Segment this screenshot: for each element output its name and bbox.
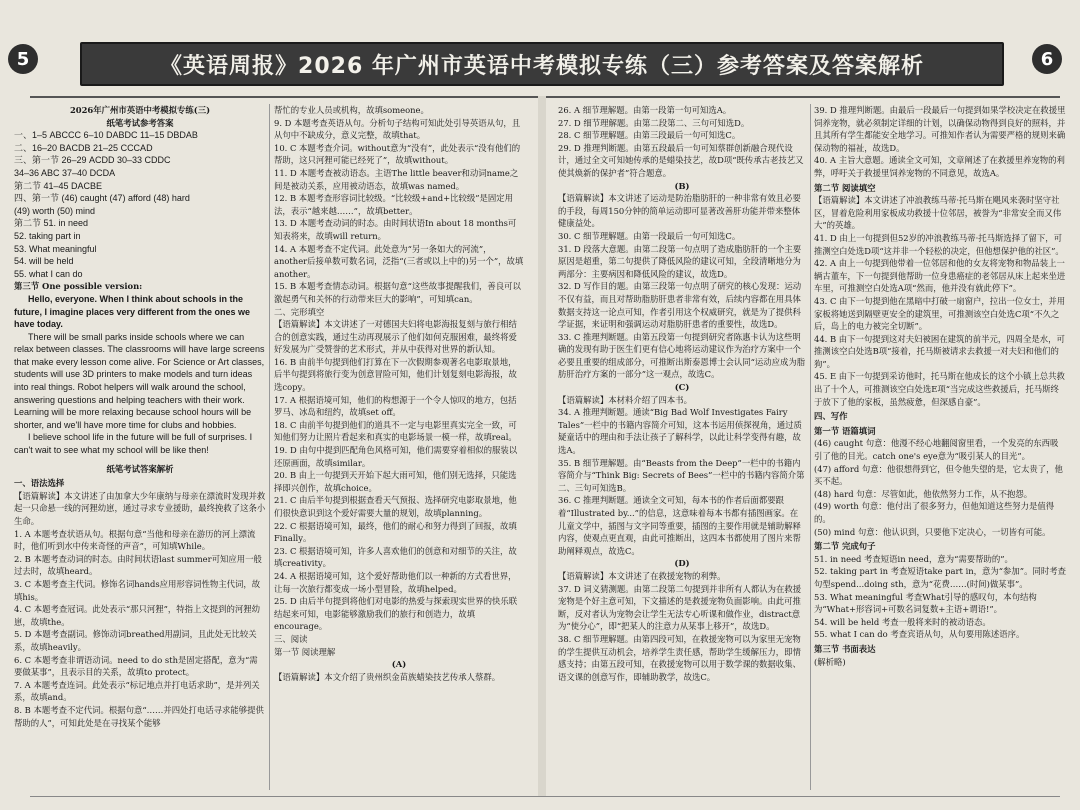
analysis-title: 纸笔考试答案解析 xyxy=(106,463,174,474)
text-line: 7. A 本题考查连词。此处表示“标记地点并打电话求助”，是并列关系，故填and。 xyxy=(14,679,260,703)
text-line: 3. C 本题考查主代词。修饰名词hands应用形容词性物主代词，故填his。 xyxy=(14,578,261,602)
page-number-left: 5 xyxy=(8,44,38,74)
text-line: 二、完形填空 xyxy=(274,306,325,317)
page-header xyxy=(0,36,1080,88)
text-line: 20. B 由上一句提到天开始下起大雨可知，他们别无选择，只能选择即兴创作，故填choice。 xyxy=(274,470,517,493)
section-2-heading: 第二节 阅读填空 xyxy=(814,182,876,193)
text-line: 22. C 根据语境可知，最终，他们的耐心和努力得到了回报，故填Finally。 xyxy=(274,520,517,544)
sentence-heading: 第二节 完成句子 xyxy=(814,541,876,552)
text-line: 34. A 推理判断题。通读“Big Bad Wolf Investigates Fairy Tales”一栏中的书籍内容简介可知，这本书运用侦探视角，通过质疑童话中的理由和手法让孩子了解科学，以此让科学变得有趣，故选A。 xyxy=(558,407,802,456)
text-line: 1. A 本题考查状语从句。根据句意“当他和母亲在游历的河上漂流时，他们听到水中传来奇怪的声音”，可知填While。 xyxy=(14,528,256,552)
section-b-label: (B) xyxy=(674,180,690,191)
text-line: 【语篇解读】本文讲述了由加拿大少年康纳与母亲在漂流时发现并救起一只命悬一线的河狸幼崽，通过寻求专业援助，最终挽救了这条小生命。 xyxy=(14,490,266,526)
grammar-heading: 一、语法选择 xyxy=(14,478,65,489)
title-banner xyxy=(80,42,1004,86)
text-line: (46) caught 句意：他漫不经心地翻阅窗里看，一个发亮的东西吸引了他的目光。catch one's eye意为“吸引某人的目光”。 xyxy=(814,438,1059,462)
passage-a-summary: 【语篇解读】本文介绍了贵州织金苗族蜡染技艺传承人蔡群。 xyxy=(274,671,501,682)
column-3 xyxy=(558,104,806,794)
text-line: 三、阅读 xyxy=(274,633,308,644)
section-a-label: (A) xyxy=(391,659,407,670)
text-line: 51. in need 考查短语in need，意为“需要帮助的”。 xyxy=(814,553,1013,564)
column-4 xyxy=(814,104,1066,794)
text-line: 【语篇解读】本文讲述了一对德国夫妇将电影海报复刻与旅行相结合的创意实践，通过生动再现展示了他们如何克服困难，最终将爱好发展为广受赞誉的艺术形式，并从中获得对世界的新认知。 xyxy=(274,319,517,355)
text-line: 44. B 由下一句提到这对夫妇被困在建筑的前半元，四周全是水，可推测该空白处选B项“接着，托马斯被请求去救援一对夫妇和他们的狗”。 xyxy=(814,333,1065,369)
text-line: 第二节 41–45 DACBE xyxy=(14,180,103,191)
text-line: (49) worth (50) mind xyxy=(14,205,96,216)
reading-d-more xyxy=(814,104,1066,180)
word-fill-heading: 第一节 语篇填词 xyxy=(814,425,876,436)
text-line: 【语篇解读】本文讲述了冲浪教练马蒂·托马斯在飓风来袭时坚守社区，冒着危险利用家板成功救援十位邻居，被誉为“非常安全而又伟大”的英雄。 xyxy=(814,195,1062,231)
text-line: 17. A 根据语境可知，他们的构想源于一个令人惊叹的地方，包括罗马、冰岛和纽约，故填set off。 xyxy=(274,394,517,418)
text-line: 32. D 写作目的题。由第三段第一句点明了研究的核心发现：运动不仅有益，而且对帮助脂肪肝患者非常有效，后续内容都在用具体数据支持这一论点可知，作者引用这个权威研究，就是为了提供科学证据，来证明和强调运动对脂肪肝患者的重要性，故选D。 xyxy=(558,281,802,330)
text-line: 9. D 本题考查英语从句。分析句子结构可知此处引导英语从句，且从句中不缺成分，意义完整，故填that。 xyxy=(274,117,521,141)
reading-b-explanations xyxy=(558,192,806,381)
text-line: 【语篇解读】本材料介绍了四本书。 xyxy=(558,394,692,405)
text-line: 帮忙的专业人员或机构，故填someone。 xyxy=(274,105,429,115)
text-line: 24. A 根据语境可知，这个爱好帮助他们以一种新的方式看世界，让每一次旅行都变成一场小型冒险，故填helped。 xyxy=(274,570,517,594)
text-line: 52. taking part in xyxy=(14,230,81,241)
column-divider xyxy=(810,104,811,790)
text-line: 23. C 根据语境可知，许多人喜欢他们的创意和对细节的关注，故填creativity。 xyxy=(274,545,517,569)
banner-title: 《英语周报》2026 年广州市英语中考模拟专练（三）参考答案及答案解析 xyxy=(160,53,924,79)
text-line: 二、16–20 BACDB 21–25 CCCAD xyxy=(14,142,153,153)
text-line: 37. D 词义猜测题。由第二段第二句提到并非所有人都认为在救援宠物是个好主意可知，下文描述的是救援宠物负面影响。由此可推断，反对者认为宠物会让学生无法专心听课和做作业，distract意为“使分心”，即“把某人的注意力从某事上移开”，故选D。 xyxy=(558,583,802,632)
essay-note: (解析略) xyxy=(814,656,846,667)
reading-c-explanations xyxy=(558,394,806,558)
text-line: 34–36 ABC 37–40 DCDA xyxy=(14,167,116,178)
text-line: 【语篇解读】本文讲述了在救援宠物的利弊。 xyxy=(558,570,726,581)
text-line: 30. C 细节理解题。由第一段最后一句可知选C。 xyxy=(558,230,741,241)
text-line: 三、第一节 26–29 ACDD 30–33 CDDC xyxy=(14,155,171,166)
text-line: 10. C 本题考查介词。without意为“没有”，此处表示“没有他们的帮助，这只河狸可能已经死了”，故填without。 xyxy=(274,142,521,166)
text-line: 一、1–5 ABCCC 6–10 DABDC 11–15 DBDAB xyxy=(14,130,198,141)
answer-key-list xyxy=(14,129,266,280)
answer-title: 2026年广州市英语中考模拟专练(三) xyxy=(69,105,211,115)
text-line: (49) worth 句意：他付出了很多努力，但他知道这些努力是值得的。 xyxy=(814,501,1055,524)
answer-subtitle: 纸笔考试参考答案 xyxy=(106,117,174,128)
text-line: 8. B 本题考查不定代词。根据句意“……并四处打电话寻求能够提供帮助的人”，可知此处是在寻找某个能够 xyxy=(14,704,264,728)
sentence-explanations xyxy=(814,553,1066,641)
text-line: 42. A 由上一句提到他带着一位邻居和他的女友将宠物和物品装上一辆古董车，下一句提到他帮助一位身患癌症的老邻居从床上起来坐进车里，可推测空白处选A项“然而，他并没有就此停下”。 xyxy=(814,258,1066,294)
column-divider xyxy=(269,104,270,790)
text-line: 41. D 由上一句提到但52岁的冲浪教练马蒂·托马斯选择了留下，可推测空白处选D项“这并非一个轻松的决定，但他想保护他的社区”。 xyxy=(814,232,1064,256)
text-line: 29. D 推理判断题。由第五段最后一句可知蔡群创新融合现代设计，通过全文可知她传承的是蜡染技艺，故D项“既传承古老技艺又使其焕新的保护者”符合题意。 xyxy=(558,142,804,178)
text-line: 25. D 由后半句提到将他们对电影的热爱与探索现实世界的快乐联结起来可知，电影能够激励我们的旅行和创造力，故填encourage。 xyxy=(274,596,518,632)
text-line: 31. D 段落大意题。由第二段第一句点明了造成脂肪肝的一个主要原因是超重，第二句提供了降低风险的建议可知，全段清晰地分为两部分：主要病因和降低风险的建议，故选D。 xyxy=(558,243,802,279)
grammar-explanations xyxy=(14,490,266,729)
text-line: 5. D 本题考查副词。修饰动词breathed用副词，且此处无比较关系，故填heavily。 xyxy=(14,629,257,652)
reading-a-explanations xyxy=(558,104,806,180)
text-line: 18. C 由前半句提到他们的道具不一定与电影里真实完全一致，可知他们努力让照片看起来和真实的电影场景一模一样，故填real。 xyxy=(274,419,517,443)
text-line: 14. A 本题考查不定代词。此处意为“另一条如大的河流”，another后接单数可数名词，泛指“(三者或以上中的)另一个”，故填another。 xyxy=(274,243,524,279)
column-2 xyxy=(274,104,524,794)
text-line: 54. will be held 考查一般将来时的被动语态。 xyxy=(814,616,991,627)
text-line: 53. What meaningful xyxy=(14,243,97,254)
text-line: 36. C 推理判断题。通读全文可知，每本书的作者后面都要跟着“Illustrated by...”的信息，这意味着每本书都有插图画家。在儿童文学中，插图与文字同等重要，插图的主要作用就是辅助解释内容，使观点更直观，由此可推断出，这四本书都使用了图片来帮助阐释观点，故选C。 xyxy=(558,495,801,556)
cloze-explanations xyxy=(274,104,524,658)
text-line: (50) mind 句意：他认识到，只要他下定决心，一切皆有可能。 xyxy=(814,526,1051,537)
text-line: 55. what I can do 考查宾语从句，从句要用陈述语序。 xyxy=(814,629,1025,640)
section-d-label: (D) xyxy=(674,558,690,569)
column-1 xyxy=(14,104,266,794)
text-line: 四、第一节 (46) caught (47) afford (48) hard xyxy=(14,193,190,204)
text-line: 15. B 本题考查情态动词。根据句意“这些故事提醒我们，善良可以激起勇气和关怀的行动带来巨大的影响”，可知填can。 xyxy=(274,281,521,304)
text-line: 21. C 由后半句提到根据查看天气预报、选择研究电影取景地，他们很快意识到这个爱好需要大量的规划，故填planning。 xyxy=(274,495,517,518)
text-line: 38. C 细节理解题。由第四段可知，在救援宠物可以为家里无宠物的学生提供互动机会，培养学生责任感，帮助学生缓解压力，即情感支持；由第五段可知，在救援宠物可以用于数学课的数据收集、语文课的创意写作，即辅助教学，故选C。 xyxy=(558,633,801,682)
essay-paragraph-2: There will be small parks inside schools where we can relax between classes. The classrooms will have large screens that make every lesson come alive. For Science or Art classes, students will use 3D printers to make models and turn ideas into real things. Robot helpers will walk around the school, answering questions and helping teachers with their work. Learning will be more relaxing because school hours will be shorter, and we'll have more time for clubs and hobbies. xyxy=(14,331,265,430)
text-line: 55. what I can do xyxy=(14,268,83,279)
text-line: (48) hard 句意：尽管如此，他依然努力工作，从不抱怨。 xyxy=(814,488,1033,499)
text-line: 33. C 推理判断题。由第五段第一句提到研究者陈惠卡认为这些明确的发现有助于医生们更有信心地将运动建议作为治疗方案中一个必要且重要的组成部分，可推断出斯泰恩博士会认同“运动应成为脂肪肝治疗方案的一部分”这一观点，故选C。 xyxy=(558,331,806,380)
text-line: 【语篇解读】本文讲述了运动是防治脂肪肝的一种非常有效且必要的手段，每周150分钟的简单运动即可显著改善肝功能并带来整体健康益处。 xyxy=(558,193,801,229)
bottom-rule xyxy=(30,796,1060,797)
writing-heading: 四、写作 xyxy=(814,411,848,422)
text-line: 39. D 推理判断题。由最后一段最后一句提到如果学校决定在救援里饲养宠物，就必须制定详细的计划，以确保动物得到良好的照料，并且其所有学生都能安全地学习。可推知作者认为需要严格的规则来确保动物的福祉，故选D。 xyxy=(814,105,1066,153)
text-line: (47) afford 句意：他很想得到它，但令他失望的是，它太贵了，他买不起。 xyxy=(814,463,1063,487)
essay-heading: 第三节 One possible version: xyxy=(14,281,143,292)
gap-fill-explanations xyxy=(814,194,1066,408)
page-gutter xyxy=(538,96,546,796)
section-c-label: (C) xyxy=(674,382,690,393)
text-line: 2. B 本题考查动词的时态。由时间状语last summer可知应用一般过去时，故填heard。 xyxy=(14,553,262,577)
text-line: 11. D 本题考查被动语态。主语The little beaver和动词name之间是被动关系，应用被动语态，故填was named。 xyxy=(274,167,519,191)
text-line: 43. C 由下一句提到他在黑暗中打破一扇窗户，拉出一位女士，并用家板将她送到隔壁更安全的建筑里，可推测该空白处选C项“不久之后，岛上的电力被完全切断”。 xyxy=(814,295,1066,332)
text-line: 4. C 本题考查冠词。此处表示“那只河狸”，特指上文提到的河狸幼崽，故填the。 xyxy=(14,604,261,627)
text-line: 28. C 细节理解题。由第三段最后一句可知选C。 xyxy=(558,130,741,141)
text-line: 第二节 51. in need xyxy=(14,218,89,229)
word-fill-explanations xyxy=(814,437,1066,538)
text-line: 6. C 本题考查非谓语动词。need to do sth是固定搭配，意为“需要做某事”，且表示目的关系，故填to protect。 xyxy=(14,654,258,678)
text-line: 26. A 细节理解题。由第一段第一句可知选A。 xyxy=(558,105,732,115)
text-line: 52. taking part in 考查短语take part in，意为“参加”。同时考查句型spend...doing sth，意为“花费……(时间)做某事”。 xyxy=(814,566,1066,589)
page-number-right: 6 xyxy=(1032,44,1062,74)
text-line: 19. D 由句中提到匹配角色风格可知，他们需要穿着相似的服装以还原画面，故填similar。 xyxy=(274,445,518,468)
text-line: 35. B 细节理解题。由“Beasts from the Deep”一栏中的书籍内容简介与“Think Big: Secrets of Bees”一栏中的书籍内容简介第二、三句可知选B。 xyxy=(558,457,805,493)
essay-paragraph-1: Hello, everyone. When I think about schools in the future, I imagine places very different from the ones we have today. xyxy=(14,293,251,330)
text-line: 40. A 主旨大意题。通读全文可知，文章阐述了在救援里养宠物的利弊，呼吁关于救援里饲养宠物的不同意见，故选A。 xyxy=(814,155,1065,178)
essay-paragraph-3: I believe school life in the future will be full of surprises. I can't wait to see what my school will be like then! xyxy=(14,432,253,456)
text-line: 45. E 由下一句提到采访他时，托马斯在他成长的这个小镇上总共救出了十个人，可推测该空白处选E项“当完成这些救援后，托马斯终于放下了他的家板，虽然疲惫，但深感自豪”。 xyxy=(814,371,1065,407)
essay-section-heading: 第三节 书面表达 xyxy=(814,643,876,654)
reading-d-explanations xyxy=(558,570,806,683)
text-line: 13. D 本题考查动词的时态。由时间状语In about 18 months可知表将来，故填will return。 xyxy=(274,218,517,241)
text-line: 54. will be held xyxy=(14,256,74,267)
text-line: 12. B 本题考查形容词比较级。“比较级+and+比较级”是固定用法，表示“越来越……”，故填better。 xyxy=(274,193,514,216)
text-line: 第一节 阅读理解 xyxy=(274,646,336,657)
text-line: 53. What meaningful 考查What引导的感叹句，本句结构为“What+形容词+可数名词复数+主语+谓语!”。 xyxy=(814,591,1037,615)
text-line: 27. D 细节理解题。由第二段第二、三句可知选D。 xyxy=(558,117,750,128)
text-line: 16. B 由前半句提到他们打算在下一次假期参观著名电影取景地，后半句提到将旅行变为创意冒险可知，他们计划复刻电影海报，故选copy。 xyxy=(274,356,517,393)
